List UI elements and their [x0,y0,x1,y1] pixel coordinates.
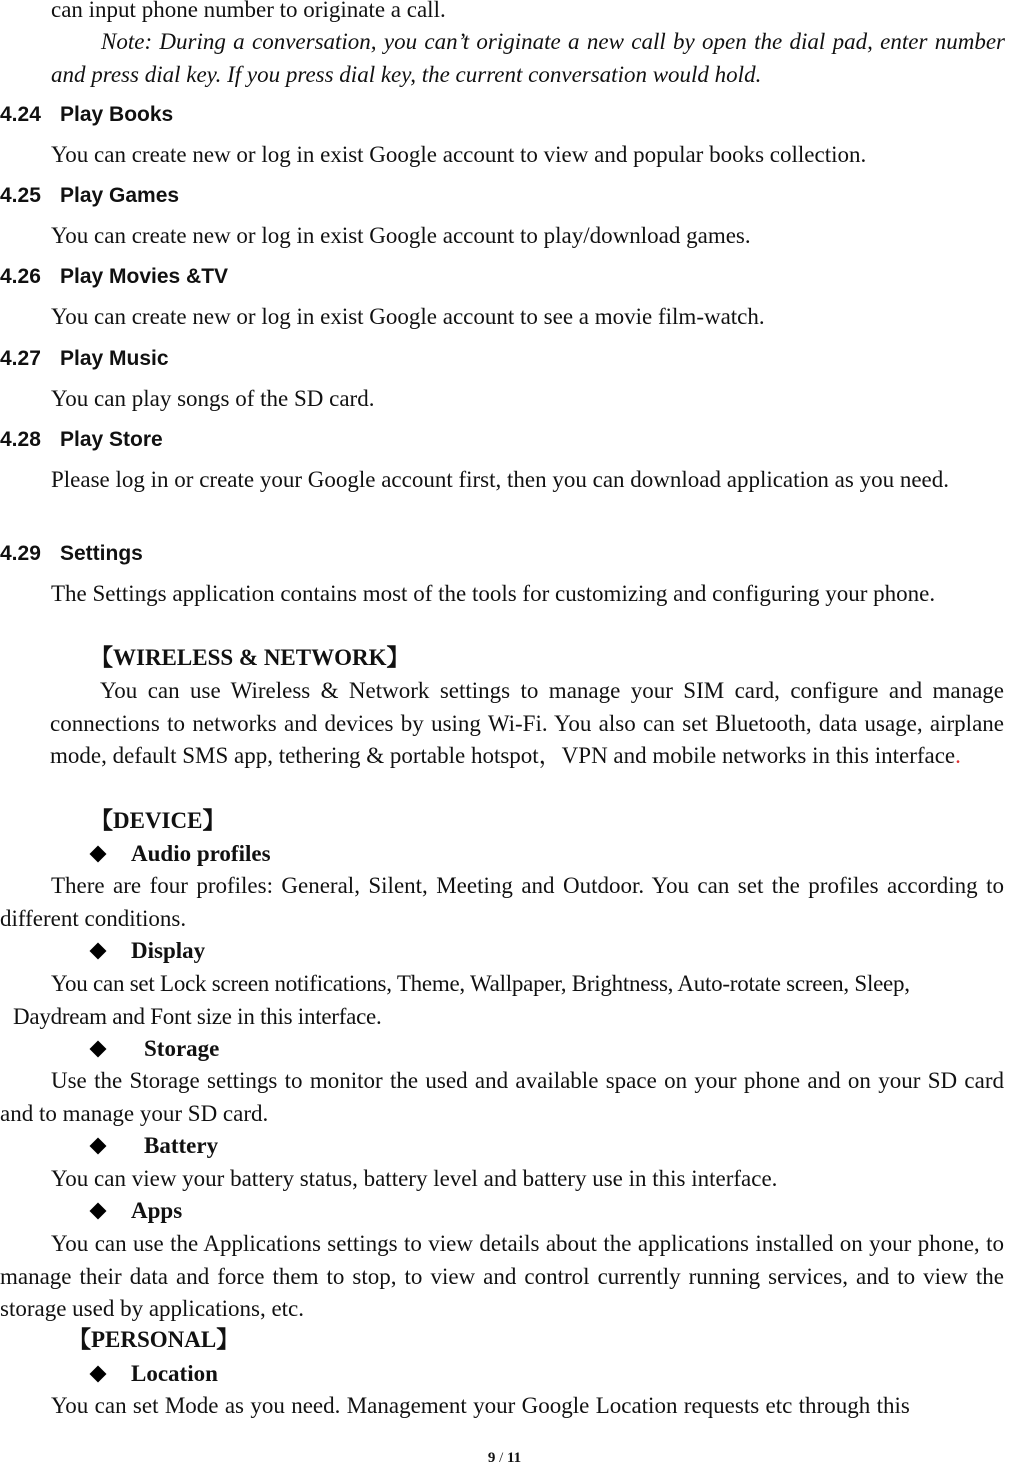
diamond-bullet-icon [90,846,107,863]
section-number: 4.28 [0,428,41,451]
section-number: 4.26 [0,265,41,288]
section-text: You can play songs of the SD card. [51,386,375,411]
bullet-text: You can set Mode as you need. Management your Google Location requests etc through this [51,1393,910,1418]
wireless-end-punct: . [955,743,961,768]
intro-line: can input phone number to originate a call. [51,0,446,22]
section-heading [0,183,179,209]
wireless-text [50,675,1004,773]
intro-note: Note: During a conversation, you can’t originate a new call by open the dial pad, enter number and press dial key. If you press dial key, the current conversation would hold. [51,29,1005,87]
bullet-label: Apps [131,1198,183,1223]
diamond-bullet-icon [90,1203,107,1220]
section-title: Play Movies &TV [60,265,229,288]
bullet-text: You can view your battery status, battery level and battery use in this interface. [51,1166,778,1191]
section-title: Play Books [60,103,174,126]
section-number: 4.29 [0,542,41,565]
diamond-bullet-icon [90,1041,107,1058]
device-heading: 【DEVICE】 [90,808,226,833]
section-title: Play Games [60,184,180,207]
personal-heading: 【PERSONAL】 [68,1327,240,1352]
bullet-label: Display [131,938,206,963]
bullet-text: Use the Storage settings to monitor the used and available space on your phone and on your SD card and to manage your SD card. [0,1068,1004,1126]
bullet-text: You can use the Applications settings to view details about the applications installed on your phone, to manage their data and force them to stop, to view and control currently running services, and to view the storage used by applications, etc. [0,1231,1004,1321]
section-number: 4.25 [0,184,41,207]
section-heading [0,541,143,567]
page-number [0,1449,1009,1467]
diamond-bullet-icon [90,1366,107,1383]
page-total: 11 [506,1450,522,1466]
bullet-item [92,1196,492,1226]
section-text: You can create new or log in exist Google account to view and popular books collection. [51,142,867,167]
section-heading [0,264,228,290]
section-title: Settings [60,542,143,565]
bullet-text: You can set Lock screen notifications, Theme, Wallpaper, Brightness, Auto-rotate screen, Sleep, Daydream and Font size in this interface. [13,971,910,1029]
page-separator: / [495,1450,507,1466]
section-text: You can create new or log in exist Google account to play/download games. [51,223,751,248]
bullet-item [92,936,492,966]
bullet-label: Battery [144,1133,219,1158]
section-number: 4.24 [0,103,41,126]
bullet-item [92,1034,492,1064]
bullet-text: There are four profiles: General, Silent, Meeting and Outdoor. You can set the profiles according to different conditions. [0,873,1004,931]
diamond-bullet-icon [90,943,107,960]
bullet-label: Audio profiles [131,841,271,866]
bullet-label: Location [131,1361,218,1386]
wireless-heading: 【WIRELESS & NETWORK】 [90,645,410,670]
bullet-item [92,1131,492,1161]
section-text: Please log in or create your Google account first, then you can download application as you need. [51,467,949,492]
wireless-text-body: You can use Wireless & Network settings to manage your SIM card, configure and manage connections to networks and devices by using Wi-Fi. You also can set Bluetooth, data usage, airplane mode, default SMS app, tethering & portable hotspot，VPN and mobile networks in this interface [50,678,1004,768]
diamond-bullet-icon [90,1138,107,1155]
section-heading [0,102,173,128]
section-heading [0,346,169,372]
bullet-label: Storage [144,1036,220,1061]
page-current: 9 [487,1450,496,1466]
bullet-item [92,1359,492,1389]
section-number: 4.27 [0,347,41,370]
section-title: Play Store [60,428,163,451]
section-text: You can create new or log in exist Google account to see a movie film-watch. [51,304,765,329]
section-heading [0,427,163,453]
section-text: The Settings application contains most of the tools for customizing and configuring your phone. [51,581,936,606]
section-title: Play Music [60,347,169,370]
bullet-item [92,839,492,869]
